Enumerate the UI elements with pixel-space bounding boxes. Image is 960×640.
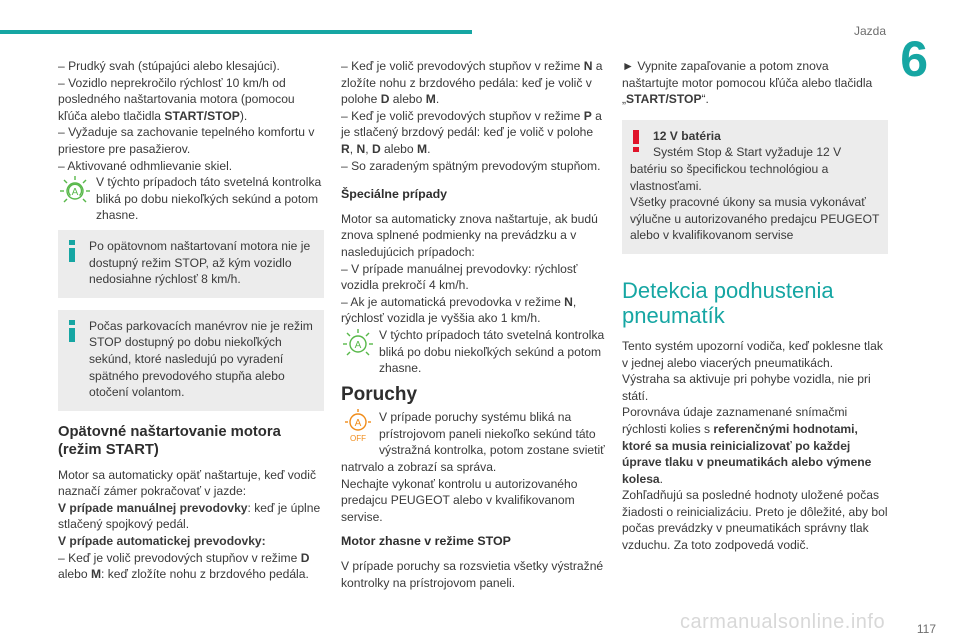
column-2 — [341, 58, 607, 591]
info-icon — [68, 240, 76, 262]
restart-auto-heading: V prípade automatickej prevodovky: — [58, 534, 266, 549]
header-accent-bar — [0, 30, 472, 34]
info-icon — [68, 320, 76, 342]
warning-title: 12 V batéria — [653, 128, 721, 143]
special-intro: Motor sa automaticky znova naštartuje, ak budú znova splnené podmienky na prevádzku a v nasledujúcich prípadoch: — [341, 211, 598, 259]
stop-text: V prípade poruchy sa rozsvietia všetky výstražné kontrolky na prístrojovom paneli. — [341, 559, 604, 590]
watermark: carmanualsonline.info — [680, 611, 886, 633]
info-box-restart: Po opätovnom naštartovaní motora nie je dostupný režim STOP, až kým vozidlo nedosiahne rýchlosť 8 km/h. — [58, 230, 324, 298]
fault-service: Nechajte vykonať kontrolu u autorizovaného predajcu PEUGEOT alebo v kvalifikovanom servise. — [341, 476, 578, 524]
section-heading-stop: Motor zhasne v režime STOP — [341, 534, 511, 549]
lamp-note: A V týchto prípadoch táto svetelná kontrolka bliká po dobu niekoľkých sekúnd a potom zhasne. — [58, 174, 324, 224]
section-heading-faults: Poruchy — [341, 383, 418, 405]
restart-auto-p: – Keď je volič prevodových stupňov v režime P a je stlačený brzdový pedál: keď je volič v polohe R, N, D alebo M. — [341, 108, 602, 156]
restart-intro: Motor sa automaticky opäť naštartuje, keď vodič naznačí zámer pokračovať v jazde: — [58, 467, 316, 499]
fault-note: A OFF V prípade poruchy systému bliká na prístrojovom paneli niekoľko sekúnd táto výstražná kontrolka, potom zostane svietiť natrvalo a zobrazí sa správa. — [341, 410, 605, 475]
column-3 — [622, 58, 888, 554]
restart-auto-d: – Keď je volič prevodových stupňov v režime D alebo M: keď zložíte nohu z brzdového pedála. — [58, 550, 310, 582]
svg-text:OFF: OFF — [350, 434, 366, 444]
restart-reverse: – So zaradeným spätným prevodovým stupňom. — [341, 158, 601, 173]
condition-slope: – Prudký svah (stúpajúci alebo klesajúci). — [58, 59, 280, 73]
section-title: Jazda — [853, 24, 886, 38]
chapter-number: 6 — [900, 31, 928, 87]
exclamation-icon — [632, 130, 640, 152]
condition-comfort: – Vyžaduje sa zachovanie tepelného komfortu v priestore pre pasažierov. — [58, 125, 315, 156]
warning-box-battery — [622, 120, 888, 254]
restart-manual: V prípade manuálnej prevodovky: keď je úplne stlačený spojkový pedál. — [58, 500, 321, 532]
restart-auto-n: – Keď je volič prevodových stupňov v režime N a zložíte nohu z brzdového pedála: keď je volič v polohe D alebo M. — [341, 59, 603, 107]
tyre-activation: Výstraha sa aktivuje pri pohybe vozidla, nie pri státí. — [622, 372, 871, 403]
auto-a-green-icon — [341, 327, 375, 361]
tyre-compare: Porovnáva údaje zaznamenané snímačmi rýchlosti kolies s referenčnými hodnotami, ktoré sa musia reinicializovať po každej úprave tlaku v pneumatikách alebo výmene kolesa. — [622, 405, 872, 486]
warning-text-2: Všetky pracovné úkony sa musia vykonávať výlučne u autorizovaného predajcu PEUGEOT alebo v kvalifikovanom servise — [630, 195, 880, 243]
special-manual: – V prípade manuálnej prevodovky: rýchlosť vozidla prekročí 4 km/h. — [341, 261, 578, 293]
svg-text:A: A — [354, 418, 362, 430]
warning-text-1: Systém Stop & Start vyžaduje 12 V batériu so špecifickou technológiou a vlastnosťami. — [630, 145, 842, 193]
section-heading-restart: Opätovné naštartovanie motora (režim START) — [58, 423, 281, 458]
page-number: 117 — [916, 622, 936, 636]
section-heading-tyre: Detekcia podhustenia pneumatík — [622, 277, 834, 328]
condition-speed: – Vozidlo neprekročilo rýchlosť 10 km/h od posledného naštartovania motora (pomocou kľúča alebo tlačidla START/STOP). — [58, 75, 295, 123]
info-box-parking: Počas parkovacích manévrov nie je režim STOP dostupný po dobu niekoľkých sekúnd, ktoré nasledujú po vyradení spätného prevodového stupňa alebo otočení volantom. — [58, 310, 324, 411]
auto-a-green-icon — [58, 174, 92, 208]
column-1 — [58, 58, 324, 583]
section-heading-special: Špeciálne prípady — [341, 187, 448, 202]
restart-instruction: ► Vypnite zapaľovanie a potom znova naštartujte motor pomocou kľúča alebo tlačidla „START/STOP“. — [622, 59, 873, 107]
lamp-note-2: A V týchto prípadoch táto svetelná kontrolka bliká po dobu niekoľkých sekúnd a potom zhasne. — [341, 327, 607, 377]
condition-defog: – Aktivované odhmlievanie skiel. — [58, 158, 233, 173]
tyre-values: Zohľadňujú sa posledné hodnoty uložené počas žiadosti o reinicializáciu. Preto je dôležité, aby bol počas prevádzky v pneumatikách správny tlak vzduchu. Za toto zodpovedá vodič. — [622, 488, 888, 553]
svg-text:A: A — [71, 187, 79, 199]
tyre-intro: Tento systém upozorní vodiča, keď poklesne tlak v jednej alebo viacerých pneumatikách. — [622, 338, 883, 370]
special-auto: – Ak je automatická prevodovka v režime N, rýchlosť vozidla je vyššia ako 1 km/h. — [341, 294, 577, 326]
auto-a-off-orange-icon — [341, 409, 375, 443]
svg-text:A: A — [354, 339, 362, 351]
